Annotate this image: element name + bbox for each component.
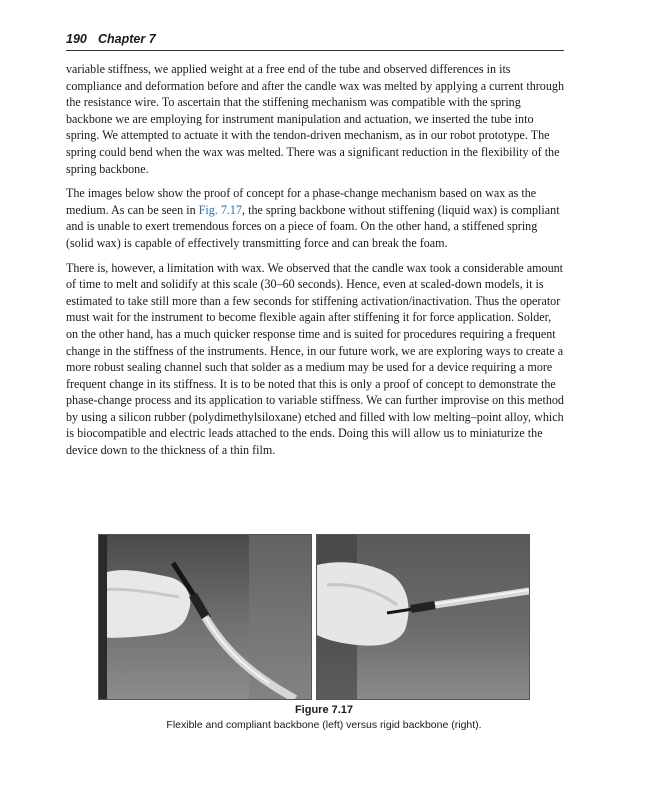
figure-reference-link[interactable]: Fig. 7.17 bbox=[198, 202, 243, 217]
chapter-title: Chapter 7 bbox=[98, 32, 156, 46]
rigid-backbone-photo bbox=[316, 534, 530, 700]
paragraph-2-text-a: The images below show the proof of concept for a phase-change mechanism based on wax as the medium. As can be seen in bbox=[66, 186, 537, 217]
flexible-backbone-photo bbox=[98, 534, 312, 700]
body-text bbox=[66, 61, 566, 467]
paragraph-2-text-b: , the spring backbone without stiffening (liquid wax) is compliant and is unable to exert tremendous forces on a piece of foam. On the other hand, a stiffened spring (solid wax) is capable of effectively transmitting force and can break the foam. bbox=[66, 202, 560, 250]
paragraph-3: There is, however, a limitation with wax. We observed that the candle wax took a considerable amount of time to melt and solidify at this scale (30–60 seconds). Hence, even at scaled-down models, it is estimated to take still more than a few seconds for stiffening activation/inactivation. Thus the operator must wait for the instrument to become flexible again after stiffening it for force application. Solder, on the other hand, has a much quicker response time and is suited for procedures requiring a frequent change in the stiffness of the instruments. Hence, in our future work, we are exploring ways to create a more robust sealing channel such that solder as a medium may be used for a device requiring a more frequent change in its stiffness. It is to be noted that this is only a proof of concept to demonstrate the phase-change process and its application to variable stiffness. We can further improvise on this method by using a silicon rubber (polydimethylsiloxane) etched and filled with low melting–point alloy, which is biocompatible and electric leads attached to the ends. Doing this will allow us to miniaturize the device down to the thickness of a thin film. bbox=[66, 260, 564, 458]
flexible-backbone-illustration bbox=[99, 535, 311, 699]
paragraph-2 bbox=[66, 185, 566, 251]
paragraph-1: variable stiffness, we applied weight at a free end of the tube and observed differences in its compliance and deformation before and after the candle wax was melted by applying a current through the resistance wire. To ascertain that the stiffening mechanism was compatible with the spring backbone we are employing for instrument manipulation and actuation, we inserted the tube into spring. We attempted to actuate it with the tendon-driven mechanism, as in our robot prototype. The spring could bend when the wax was melted. There was a significant reduction in the flexibility of the spring backbone. bbox=[66, 62, 564, 176]
figure-label: Figure 7.17 bbox=[294, 704, 354, 716]
page-number: 190 bbox=[66, 32, 87, 46]
running-header bbox=[66, 30, 564, 51]
figure-caption: Flexible and compliant backbone (left) versus rigid backbone (right). bbox=[166, 719, 482, 731]
rigid-backbone-illustration bbox=[317, 535, 529, 699]
